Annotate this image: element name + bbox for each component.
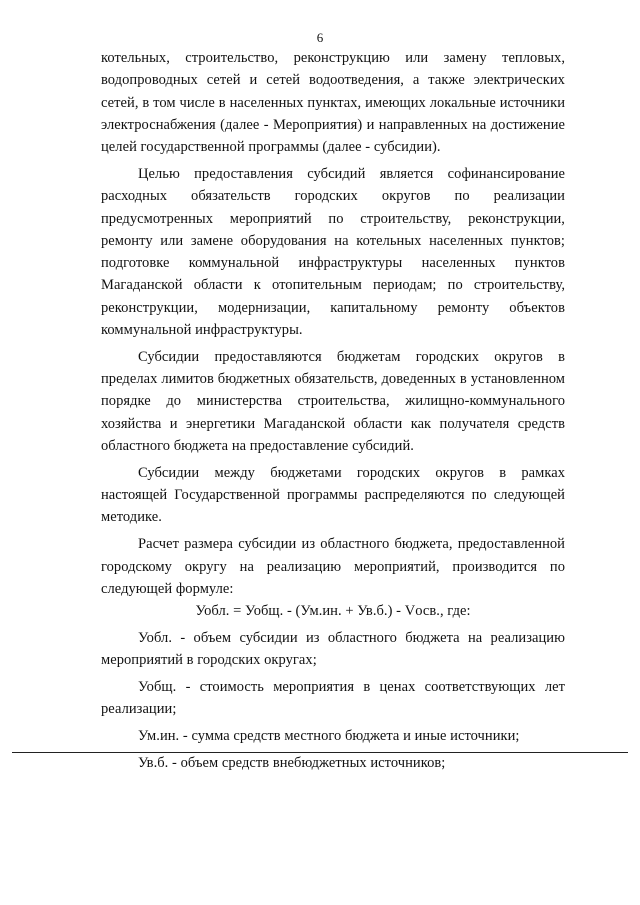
paragraph-continuation: котельных, строительство, реконструкцию или замену тепловых, водопроводных сетей и сетей водоотведения, а также электрических сетей, в том числе в населенных пунктах, имеющих локальные источники электроснабжения (далее - Мероприятия) и направленных на достижение целей государственной программы (далее - субсидии). [101,50,565,156]
document-body [101,47,565,774]
definition-uobl: Уобл. - объем субсидии из областного бюджета на реализацию мероприятий в городских округах; [101,629,565,669]
definition-uv-b: Ув.б. - объем средств внебюджетных источников; [138,754,446,771]
paragraph-purpose: Целью предоставления субсидий является софинансирование расходных обязательств городских округов по реализации предусмотренных мероприятий по строительству, реконструкции, ремонту или замене оборудования на котельных населенных пунктов; подготовке коммунальной инфраструктуры населенных пунктов Магаданской области к отопительным периодам; по строительству, реконструкции, модернизации, капитальному ремонту объектов коммунальной инфраструктуры. [101,165,565,339]
definition-uobsch: Уобщ. - стоимость мероприятия в ценах соответствующих лет реализации; [101,679,565,718]
bottom-rule [12,752,628,753]
paragraph-calculation: Расчет размера субсидии из областного бюджета, предоставленной городскому округу на реализацию мероприятий, производится по следующей формуле: [101,536,565,597]
paragraph-subsidy-provision: Субсидии предоставляются бюджетам городских округов в пределах лимитов бюджетных обязательств, доведенных в установленном порядке до министерства строительства, жилищно-коммунального хозяйства и энергетики Магаданской области как получателя средств областного бюджета на предоставление субсидий. [101,348,565,455]
definition-um-in: Ум.ин. - сумма средств местного бюджета и иные источники; [138,728,520,745]
page-number: 6 [316,30,324,45]
formula: Уобл. = Уобщ. - (Ум.ин. + Ув.б.) - Vосв., где: [195,603,471,620]
paragraph-distribution: Субсидии между бюджетами городских округов в рамках настоящей Государственной программы распределяются по следующей методике. [101,464,565,526]
